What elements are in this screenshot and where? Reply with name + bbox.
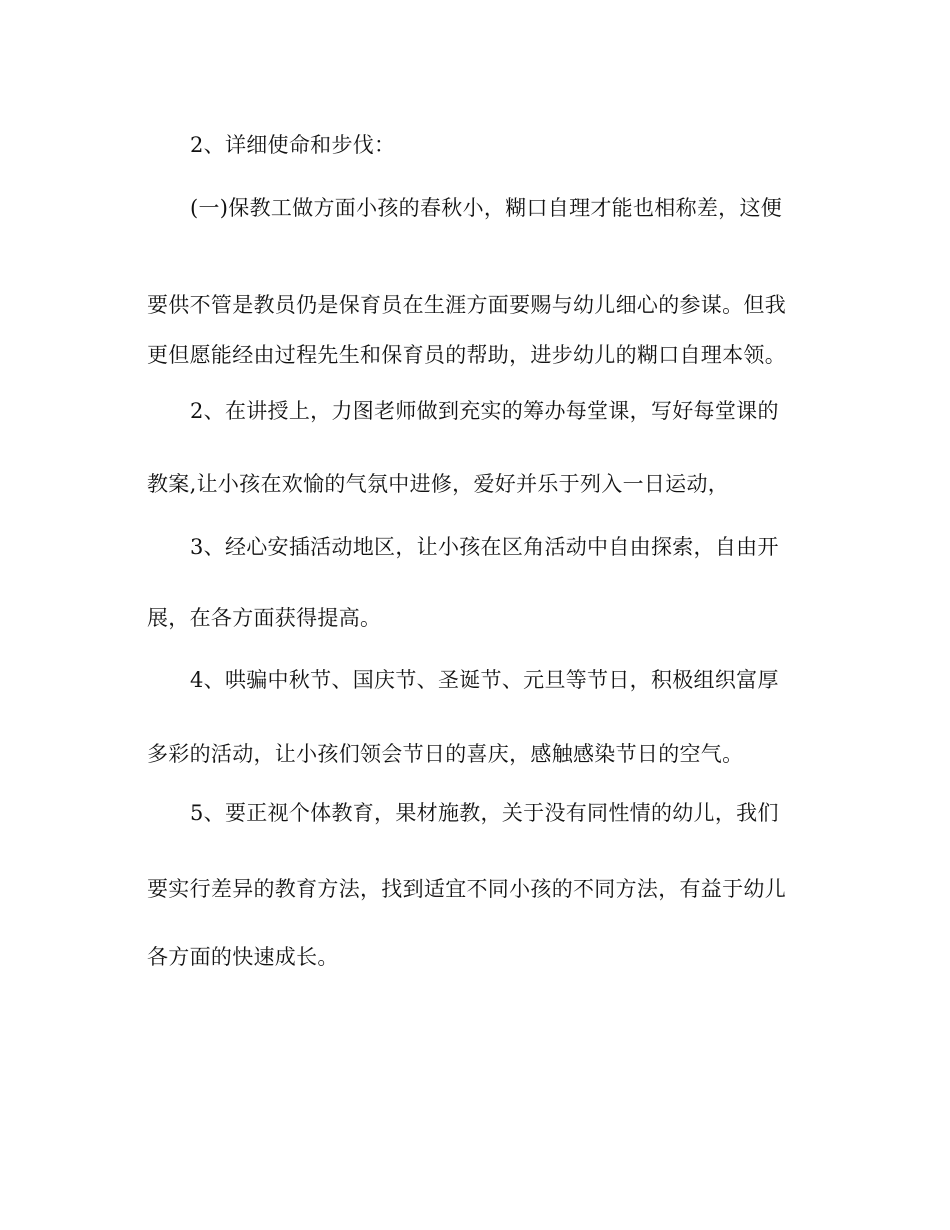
paragraph-line: 多彩的活动，让小孩们领会节日的喜庆，感触感染节日的空气。	[147, 742, 744, 766]
paragraph-line: 要供不管是教员仍是保育员在生涯方面要赐与幼儿细心的参谋。但我	[147, 293, 786, 317]
paragraph-line: 2、在讲授上，力图老师做到充实的筹办每堂课，写好每堂课的	[190, 399, 779, 423]
paragraph-line: (一)保教工做方面小孩的春秋小，糊口自理才能也相称差，这便	[190, 196, 783, 220]
section-heading: 2、详细使命和步伐：	[190, 133, 396, 157]
paragraph-line: 要实行差异的教育方法，找到适宜不同小孩的不同方法，有益于幼儿	[147, 877, 786, 901]
paragraph-line: 各方面的快速成长。	[147, 945, 339, 969]
paragraph-line: 4、哄骗中秋节、国庆节、圣诞节、元旦等节日，积极组织富厚	[190, 668, 779, 692]
paragraph-line: 3、经心安插活动地区，让小孩在区角活动中自由探索，自由开	[190, 535, 779, 559]
paragraph-line: 更但愿能经由过程先生和保育员的帮助，进步幼儿的糊口自理本领。	[147, 343, 786, 367]
paragraph-line: 5、要正视个体教育，果材施教，关于没有同性情的幼儿，我们	[190, 801, 779, 825]
paragraph-line: 教案,让小孩在欢愉的气氛中进修，爱好并乐于列入一日运动，	[147, 472, 730, 496]
paragraph-line: 展，在各方面获得提高。	[147, 606, 382, 630]
